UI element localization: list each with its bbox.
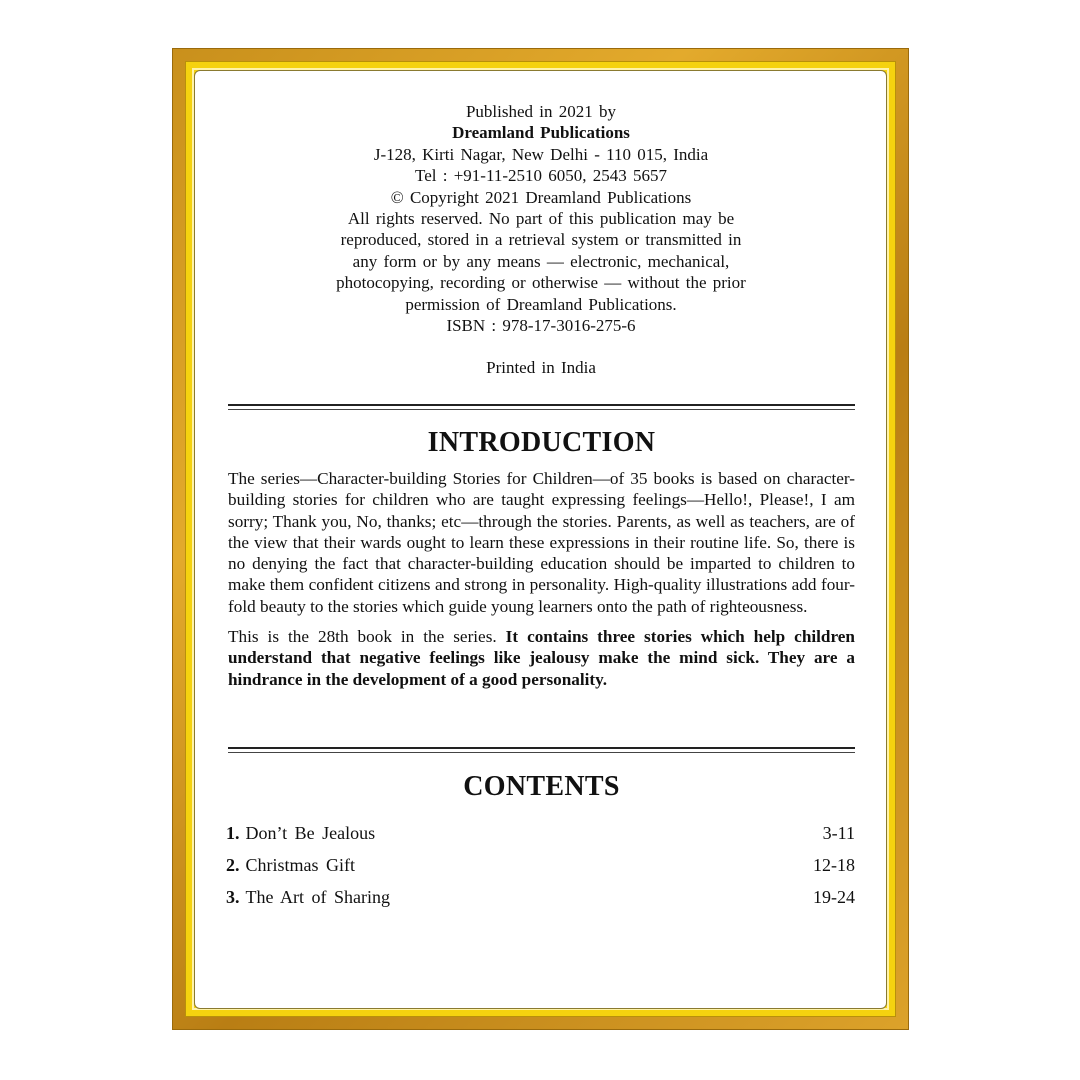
introduction-heading: INTRODUCTION xyxy=(427,427,656,458)
contents-pages: 12-18 xyxy=(813,855,855,875)
contents-title: Don’t Be Jealous xyxy=(245,823,376,843)
contents-pages: 3-11 xyxy=(822,823,855,843)
contents-heading: CONTENTS xyxy=(463,771,620,802)
imprint-rights-line: All rights reserved. No part of this publication may be xyxy=(347,209,735,229)
introduction-paragraph: The series—Character-building Stories for Children—of 35 books is based on character-building stories for children who are taught expressing feelings—Hello!, Please!, I am sorry; Thank you, No, thanks; etc—through the stories. Parents, as well as teachers, are of the view that their wards ought to learn these expressions in their routine life. So, there is no denying the fact that character-building education should be imparted to children to make them confident citizens and strong in personality. High-quality illustrations add four-fold beauty to the stories which guide young learners onto the path of righteousness. xyxy=(228,469,855,616)
contents-list xyxy=(226,822,855,918)
imprint-rights-line: permission of Dreamland Publications. xyxy=(405,294,677,314)
imprint-isbn: ISBN : 978-17-3016-275-6 xyxy=(446,316,636,336)
introduction-bold-text: It contains three stories which help children understand that negative feelings like jealousy make the mind sick. They are a hindrance in the development of a good personality. xyxy=(228,627,855,689)
contents-item xyxy=(226,886,855,918)
contents-pages: 19-24 xyxy=(813,887,855,907)
imprint-rights-line: any form or by any means — electronic, mechanical, xyxy=(352,251,730,271)
introduction-paragraph xyxy=(228,626,855,690)
divider-rule xyxy=(228,747,855,753)
contents-number: 3. xyxy=(226,887,240,907)
contents-item xyxy=(226,822,855,854)
contents-entry xyxy=(226,822,375,854)
imprint-rights-line: reproduced, stored in a retrieval system or transmitted in xyxy=(340,230,742,250)
imprint-rights-line: photocopying, recording or otherwise — without the prior xyxy=(336,273,746,293)
imprint-publisher: Dreamland Publications xyxy=(452,123,630,143)
contents-title: Christmas Gift xyxy=(245,855,355,875)
introduction-text: This is the 28th book in the series. xyxy=(228,627,506,647)
imprint-block xyxy=(228,101,854,379)
contents-number: 2. xyxy=(226,855,240,875)
imprint-address: J-128, Kirti Nagar, New Delhi - 110 015, India xyxy=(373,144,709,164)
contents-title: The Art of Sharing xyxy=(245,887,390,907)
imprint-published-line: Published in 2021 by xyxy=(465,102,617,121)
imprint-tel: Tel : +91-11-2510 6050, 2543 5657 xyxy=(415,166,667,186)
imprint-copyright: © Copyright 2021 Dreamland Publications xyxy=(390,187,692,207)
introduction-body xyxy=(228,468,855,690)
imprint-printed: Printed in India xyxy=(486,358,596,378)
divider-rule xyxy=(228,404,855,410)
contents-entry xyxy=(226,854,355,886)
contents-item xyxy=(226,854,855,886)
contents-number: 1. xyxy=(226,823,240,843)
contents-entry xyxy=(226,886,390,918)
